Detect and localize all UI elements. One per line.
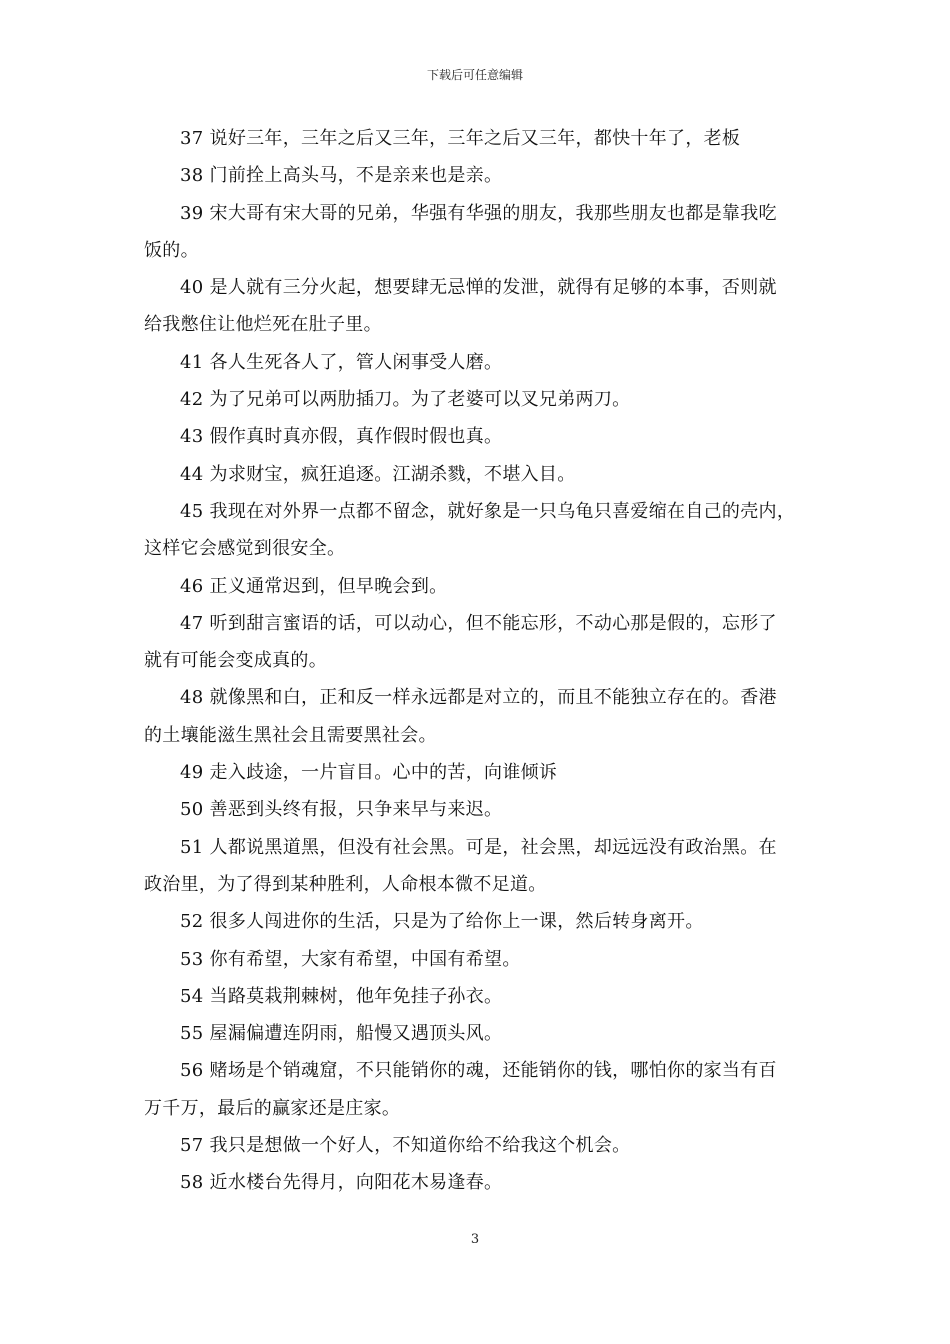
quote-line: 的土壤能滋生黑社会且需要黑社会。 bbox=[144, 724, 437, 746]
document-body bbox=[144, 120, 816, 1202]
quote-line: 41 各人生死各人了，管人闲事受人磨。 bbox=[180, 351, 503, 373]
quote-line: 52 很多人闯进你的生活，只是为了给你上一课，然后转身离开。 bbox=[180, 911, 704, 933]
quote-line: 49 走入歧途，一片盲目。心中的苦，向谁倾诉 bbox=[180, 762, 558, 784]
quote-line: 这样它会感觉到很安全。 bbox=[144, 538, 346, 560]
quote-line: 政治里，为了得到某种胜利，人命根本微不足道。 bbox=[144, 873, 547, 895]
quote-line: 万千万，最后的赢家还是庄家。 bbox=[144, 1097, 401, 1119]
quote-paragraph bbox=[144, 1052, 816, 1127]
quote-line: 39 宋大哥有宋大哥的兄弟，华强有华强的朋友，我那些朋友也都是靠我吃 bbox=[180, 202, 777, 224]
quote-paragraph bbox=[144, 1164, 816, 1201]
quote-paragraph bbox=[144, 418, 816, 455]
quote-line: 44 为求财宝，疯狂追逐。江湖杀戮，不堪入目。 bbox=[180, 463, 576, 485]
quote-paragraph bbox=[144, 157, 816, 194]
quote-paragraph bbox=[144, 754, 816, 791]
quote-paragraph bbox=[144, 903, 816, 940]
quote-paragraph bbox=[144, 381, 816, 418]
quote-paragraph bbox=[144, 978, 816, 1015]
quote-paragraph bbox=[144, 829, 816, 904]
quote-paragraph bbox=[144, 456, 816, 493]
quote-line: 54 当路莫栽荆棘树，他年免挂子孙衣。 bbox=[180, 985, 503, 1007]
page-header: 下载后可任意编辑 bbox=[426, 68, 523, 82]
quote-line: 50 善恶到头终有报，只争来早与来迟。 bbox=[180, 799, 503, 821]
quote-line: 48 就像黑和白，正和反一样永远都是对立的，而且不能独立存在的。香港 bbox=[180, 687, 777, 709]
quote-line: 46 正义通常迟到，但早晚会到。 bbox=[180, 575, 448, 597]
quote-paragraph bbox=[144, 1127, 816, 1164]
quote-line: 40 是人就有三分火起，想要肆无忌惮的发泄，就得有足够的本事，否则就 bbox=[180, 277, 777, 299]
quote-paragraph bbox=[144, 679, 816, 754]
quote-paragraph bbox=[144, 344, 816, 381]
quote-paragraph bbox=[144, 195, 816, 270]
quote-line: 56 赌场是个销魂窟，不只能销你的魂，还能销你的钱，哪怕你的家当有百 bbox=[180, 1060, 777, 1082]
quote-line: 给我憋住让他烂死在肚子里。 bbox=[144, 314, 382, 336]
quote-line: 38 门前拴上高头马，不是亲来也是亲。 bbox=[180, 165, 503, 187]
quote-line: 37 说好三年，三年之后又三年，三年之后又三年，都快十年了，老板 bbox=[180, 128, 741, 149]
quote-paragraph bbox=[144, 493, 816, 568]
quote-paragraph bbox=[144, 791, 816, 828]
quote-paragraph bbox=[144, 568, 816, 605]
quote-paragraph bbox=[144, 605, 816, 680]
page-number: 3 bbox=[470, 1232, 480, 1247]
quote-paragraph bbox=[144, 1015, 816, 1052]
quote-line: 58 近水楼台先得月，向阳花木易逢春。 bbox=[180, 1172, 503, 1194]
quote-paragraph bbox=[144, 120, 816, 157]
quote-line: 43 假作真时真亦假，真作假时假也真。 bbox=[180, 426, 503, 448]
quote-line: 47 听到甜言蜜语的话，可以动心，但不能忘形，不动心那是假的，忘形了 bbox=[180, 612, 777, 634]
quote-line: 55 屋漏偏遭连阴雨，船慢又遇顶头风。 bbox=[180, 1023, 503, 1045]
quote-line: 42 为了兄弟可以两肋插刀。为了老婆可以叉兄弟两刀。 bbox=[180, 389, 631, 411]
quote-line: 51 人都说黑道黑，但没有社会黑。可是，社会黑，却远远没有政治黑。在 bbox=[180, 836, 777, 858]
quote-line: 就有可能会变成真的。 bbox=[144, 650, 327, 672]
quote-paragraph bbox=[144, 941, 816, 978]
quote-paragraph bbox=[144, 269, 816, 344]
quote-line: 饭的。 bbox=[144, 239, 199, 261]
quote-line: 45 我现在对外界一点都不留念，就好象是一只乌龟只喜爱缩在自己的壳内， bbox=[180, 500, 796, 522]
quote-line: 57 我只是想做一个好人，不知道你给不给我这个机会。 bbox=[180, 1135, 631, 1157]
quote-line: 53 你有希望，大家有希望，中国有希望。 bbox=[180, 948, 521, 970]
